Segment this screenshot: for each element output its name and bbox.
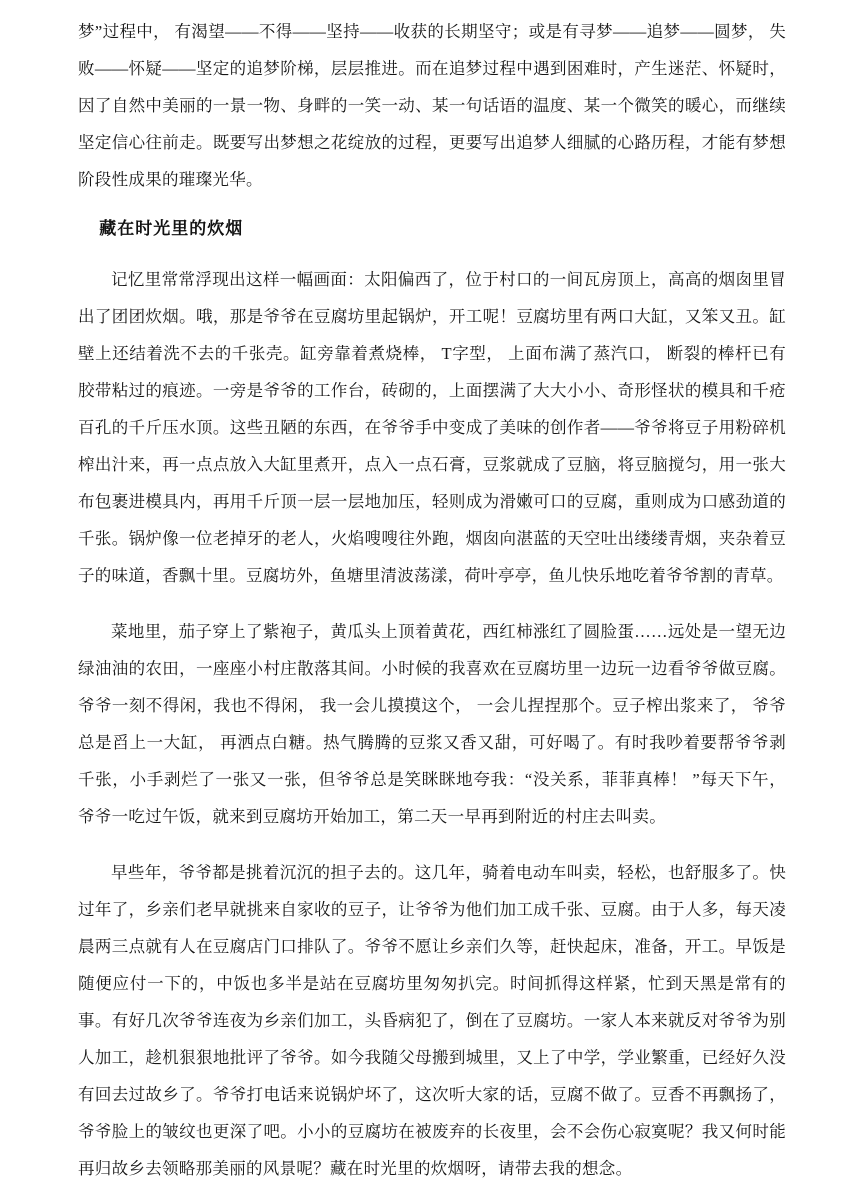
essay-paragraph-recent-years: 早些年，爷爷都是挑着沉沉的担子去的。这几年，骑着电动车叫卖，轻松，也舒服多了。快过年了，乡亲们老早就挑来自家收的豆子，让爷爷为他们加工成千张、豆腐。由于人多，每天凌晨两三点就有人在豆腐店门口排队了。爷爷不愿让乡亲们久等，赶快起床，准备，开工。早饭是随便应付一下的，中饭也多半是站在豆腐坊里匆匆扒完。时间抓得这样紧，忙到天黑是常有的事。有好几次爷爷连夜为乡亲们加工，头昏病犯了，倒在了豆腐坊。一家人本来就反对爷爷为别人加工，趁机狠狠地批评了爷爷。如今我随父母搬到城里，又上了中学，学业繁重，已经好久没有回去过故乡了。爷爷打电话来说锅炉坏了，这次听大家的话，豆腐不做了。豆香不再飘扬了，爷爷脸上的皱纹也更深了吧。小小的豆腐坊在被废弃的长夜里，会不会伤心寂寞呢？我又何时能再归故乡去领略那美丽的风景呢？藏在时光里的炊烟呀，请带去我的想念。 <box>78 863 786 1178</box>
continuation-paragraph: 梦”过程中， 有渴望——不得——坚持——收获的长期坚守；或是有寻梦——追梦——圆梦， 失败——怀疑——坚定的追梦阶梯，层层推进。而在追梦过程中遇到困难时，产生迷茫、怀疑时，因了自然中美丽的一景一物、身畔的一笑一动、某一句话语的温度、某一个微笑的暖心，而继续坚定信心往前走。既要写出梦想之花绽放的过程，更要写出追梦人细腻的心路历程，才能有梦想阶段性成果的璀璨光华。 <box>78 22 786 189</box>
essay-title: 藏在时光里的炊烟 <box>99 219 244 238</box>
essay-paragraph-childhood: 菜地里，茄子穿上了紫袍子，黄瓜头上顶着黄花，西红柿涨红了圆脸蛋……远处是一望无边绿油油的农田，一座座小村庄散落其间。小时候的我喜欢在豆腐坊里一边玩一边看爷爷做豆腐。爷爷一刻不得闲，我也不得闲， 我一会儿摸摸这个， 一会儿捏捏那个。豆子榨出浆来了， 爷爷总是舀上一大缸， 再洒点白糖。热气腾腾的豆浆又香又甜，可好喝了。有时我吵着要帮爷爷剥千张，小手剥烂了一张又一张，但爷爷总是笑眯眯地夸我：“没关系，菲菲真棒！ ”每天下午，爷爷一吃过午饭，就来到豆腐坊开始加工，第二天一早再到附近的村庄去叫卖。 <box>78 622 786 826</box>
essay-paragraph-memory: 记忆里常常浮现出这样一幅画面：太阳偏西了，位于村口的一间瓦房顶上，高高的烟囱里冒出了团团炊烟。哦，那是爷爷在豆腐坊里起锅炉，开工呢！豆腐坊里有两口大缸，又笨又丑。缸壁上还结着洗不去的千张壳。缸旁靠着煮烧棒， T字型， 上面布满了蒸汽口， 断裂的棒杆已有胶带粘过的痕迹。一旁是爷爷的工作台，砖砌的，上面摆满了大大小小、奇形怪状的模具和千疮百孔的千斤压水顶。这些丑陋的东西，在爷爷手中变成了美味的创作者——爷爷将豆子用粉碎机榨出汁来，再一点点放入大缸里煮开，点入一点石膏，豆浆就成了豆脑，将豆脑搅匀，用一张大布包裹进模具内，再用千斤顶一层一层地加压，轻则成为滑嫩可口的豆腐，重则成为口感劲道的千张。锅炉像一位老掉牙的老人，火焰嗖嗖往外跑，烟囱向湛蓝的天空吐出缕缕青烟，夹杂着豆子的味道，香飘十里。豆腐坊外，鱼塘里清波荡漾，荷叶亭亭，鱼儿快乐地吃着爷爷割的青草。 <box>78 270 786 585</box>
